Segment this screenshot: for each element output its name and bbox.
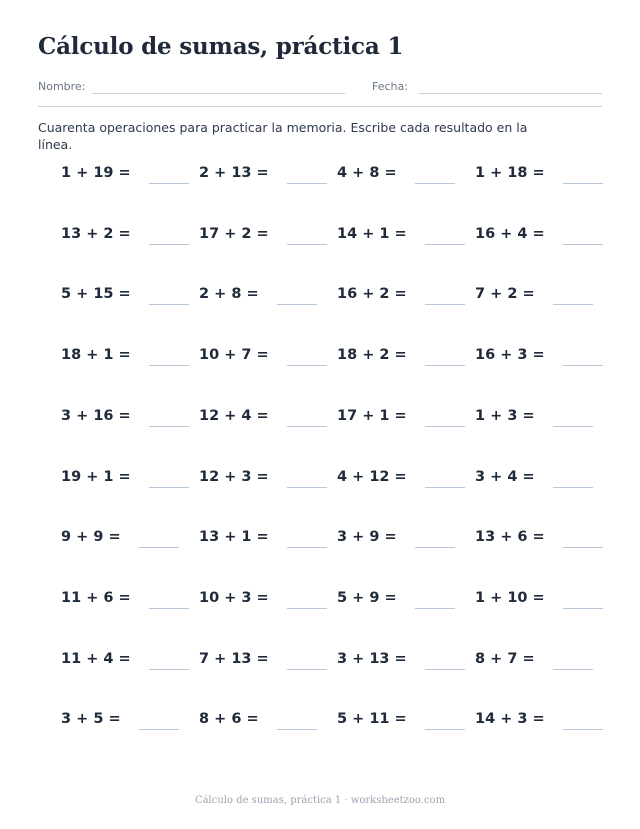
answer-line[interactable] <box>425 487 465 488</box>
problem-expression: 10 + 3 = <box>199 590 269 606</box>
problem-expression: 17 + 1 = <box>337 408 407 424</box>
answer-line[interactable] <box>287 365 327 366</box>
problem-expression: 16 + 2 = <box>337 286 407 302</box>
problem-expression: 12 + 3 = <box>199 469 269 485</box>
problem-expression: 14 + 1 = <box>337 226 407 242</box>
answer-line[interactable] <box>425 729 465 730</box>
problem-expression: 18 + 2 = <box>337 347 407 363</box>
problem-expression: 3 + 13 = <box>337 651 407 667</box>
answer-line[interactable] <box>553 426 593 427</box>
answer-line[interactable] <box>149 365 189 366</box>
answer-line[interactable] <box>149 608 189 609</box>
problem-expression: 4 + 12 = <box>337 469 407 485</box>
problem-expression: 3 + 16 = <box>61 408 131 424</box>
answer-line[interactable] <box>287 487 327 488</box>
problem-expression: 14 + 3 = <box>475 711 545 727</box>
problem-expression: 9 + 9 = <box>61 529 121 545</box>
answer-line[interactable] <box>425 304 465 305</box>
answer-line[interactable] <box>425 365 465 366</box>
answer-line[interactable] <box>287 183 327 184</box>
problem-expression: 8 + 7 = <box>475 651 535 667</box>
answer-line[interactable] <box>563 244 603 245</box>
answer-line[interactable] <box>415 608 455 609</box>
answer-line[interactable] <box>563 608 603 609</box>
instructions: Cuarenta operaciones para practicar la memoria. Escribe cada resultado en la línea. <box>38 120 528 152</box>
problem-expression: 7 + 13 = <box>199 651 269 667</box>
page-title: Cálculo de sumas, práctica 1 <box>38 33 404 60</box>
problem-expression: 7 + 2 = <box>475 286 535 302</box>
answer-line[interactable] <box>149 669 189 670</box>
answer-line[interactable] <box>553 304 593 305</box>
problem-expression: 16 + 4 = <box>475 226 545 242</box>
problem-expression: 4 + 8 = <box>337 165 397 181</box>
answer-line[interactable] <box>139 547 179 548</box>
answer-line[interactable] <box>553 669 593 670</box>
answer-line[interactable] <box>287 244 327 245</box>
problem-expression: 12 + 4 = <box>199 408 269 424</box>
answer-line[interactable] <box>563 183 603 184</box>
problem-expression: 8 + 6 = <box>199 711 259 727</box>
answer-line[interactable] <box>149 244 189 245</box>
answer-line[interactable] <box>425 669 465 670</box>
answer-line[interactable] <box>287 608 327 609</box>
problem-expression: 2 + 13 = <box>199 165 269 181</box>
problem-expression: 1 + 10 = <box>475 590 545 606</box>
answer-line[interactable] <box>415 547 455 548</box>
problem-expression: 13 + 6 = <box>475 529 545 545</box>
answer-line[interactable] <box>287 426 327 427</box>
answer-line[interactable] <box>277 304 317 305</box>
date-label: Fecha: <box>372 80 408 93</box>
problem-expression: 10 + 7 = <box>199 347 269 363</box>
name-label: Nombre: <box>38 80 86 93</box>
problem-expression: 18 + 1 = <box>61 347 131 363</box>
problem-expression: 11 + 6 = <box>61 590 131 606</box>
problem-expression: 3 + 4 = <box>475 469 535 485</box>
answer-line[interactable] <box>287 669 327 670</box>
answer-line[interactable] <box>563 547 603 548</box>
answer-line[interactable] <box>139 729 179 730</box>
problem-expression: 5 + 9 = <box>337 590 397 606</box>
answer-line[interactable] <box>553 487 593 488</box>
problem-expression: 5 + 15 = <box>61 286 131 302</box>
answer-line[interactable] <box>287 547 327 548</box>
answer-line[interactable] <box>149 183 189 184</box>
problem-expression: 17 + 2 = <box>199 226 269 242</box>
problem-expression: 13 + 1 = <box>199 529 269 545</box>
problem-expression: 5 + 11 = <box>337 711 407 727</box>
answer-line[interactable] <box>425 244 465 245</box>
problem-expression: 1 + 19 = <box>61 165 131 181</box>
footer: Cálculo de sumas, práctica 1 · worksheetzoo.com <box>194 795 446 806</box>
problem-expression: 3 + 9 = <box>337 529 397 545</box>
answer-line[interactable] <box>149 487 189 488</box>
problem-expression: 2 + 8 = <box>199 286 259 302</box>
answer-line[interactable] <box>425 426 465 427</box>
problem-expression: 3 + 5 = <box>61 711 121 727</box>
answer-line[interactable] <box>277 729 317 730</box>
problem-expression: 19 + 1 = <box>61 469 131 485</box>
answer-line[interactable] <box>563 729 603 730</box>
problem-expression: 1 + 3 = <box>475 408 535 424</box>
problem-expression: 13 + 2 = <box>61 226 131 242</box>
answer-line[interactable] <box>149 304 189 305</box>
problem-expression: 1 + 18 = <box>475 165 545 181</box>
answer-line[interactable] <box>415 183 455 184</box>
problem-expression: 16 + 3 = <box>475 347 545 363</box>
problem-expression: 11 + 4 = <box>61 651 131 667</box>
answer-line[interactable] <box>149 426 189 427</box>
answer-line[interactable] <box>563 365 603 366</box>
